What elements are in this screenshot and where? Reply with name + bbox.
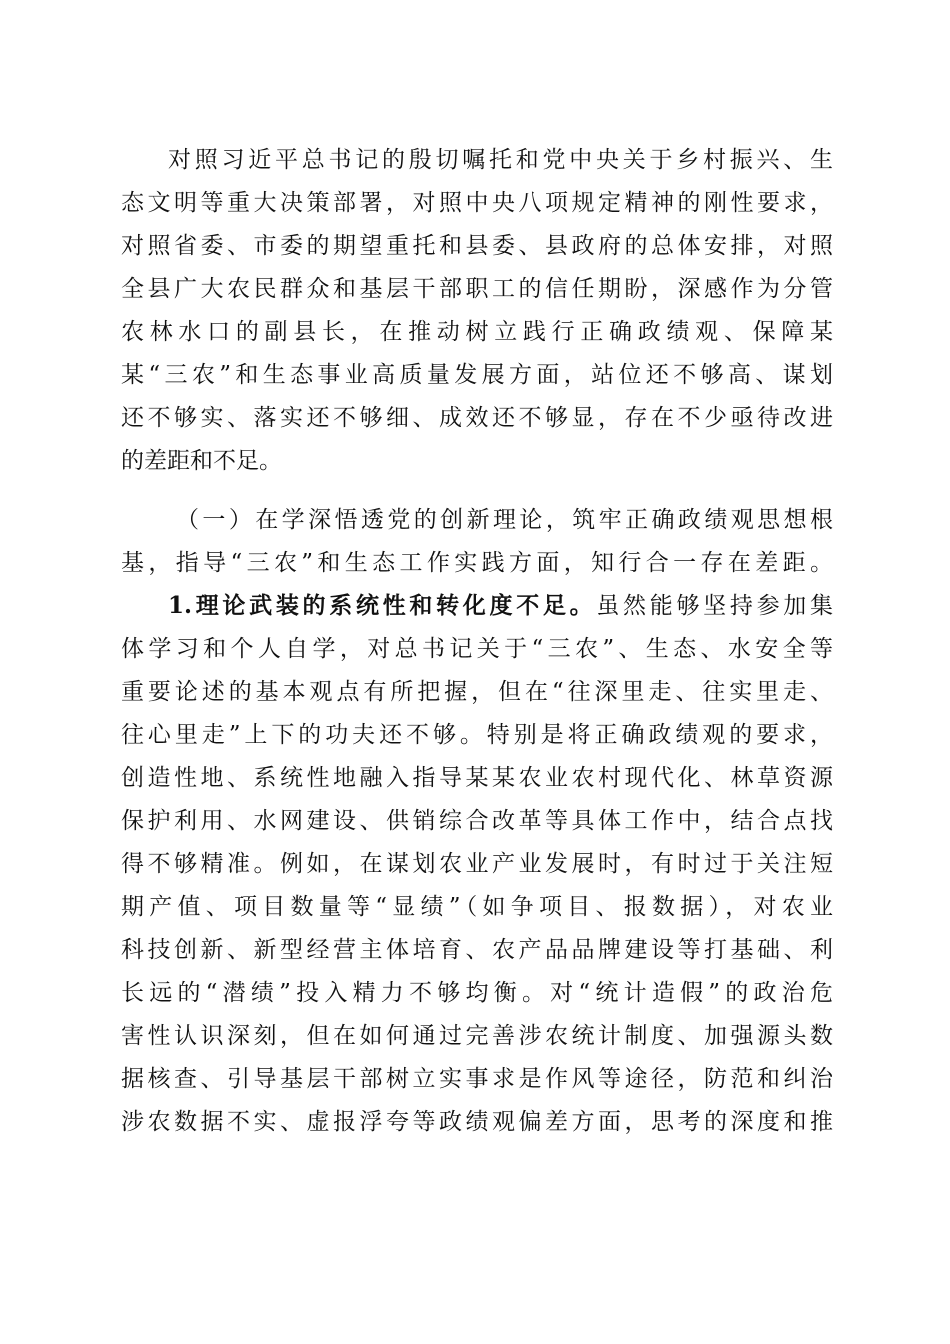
paragraph-3-line-12: 据核查、引导基层干部树立实事求是作风等途径，防范和纠治: [121, 1066, 833, 1092]
paragraph-1-line-8: 的差距和不足。: [121, 448, 282, 474]
paragraph-1-line-7: 还不够实、落实还不够细、成效还不够显，存在不少亟待改进: [121, 405, 833, 431]
section-heading-line-1: （一）在学深悟透党的创新理论，筑牢正确政绩观思想根: [176, 507, 833, 533]
paragraph-3-line-8: 期产值、项目数量等“显绩”（如争项目、报数据），对农业: [121, 894, 833, 920]
paragraph-3-line-11: 害性认识深刻，但在如何通过完善涉农统计制度、加强源头数: [121, 1023, 833, 1049]
paragraph-3-line-3: 重要论述的基本观点有所把握，但在“往深里走、往实里走、: [121, 679, 833, 705]
paragraph-3-line-13: 涉农数据不实、虚报浮夸等政绩观偏差方面，思考的深度和推: [121, 1109, 833, 1135]
paragraph-1-line-6: 某“三农”和生态事业高质量发展方面，站位还不够高、谋划: [121, 362, 833, 388]
paragraph-1-line-2: 态文明等重大决策部署，对照中央八项规定精神的刚性要求，: [121, 190, 833, 216]
paragraph-3-line-1-text: 虽然能够坚持参加集: [596, 593, 834, 619]
section-heading-line-2: 基，指导“三农”和生态工作实践方面，知行合一存在差距。: [121, 550, 833, 576]
paragraph-3-line-2: 体学习和个人自学，对总书记关于“三农”、生态、水安全等: [121, 636, 833, 662]
paragraph-1-line-4: 全县广大农民群众和基层干部职工的信任期盼，深感作为分管: [121, 276, 833, 302]
paragraph-3-line-9: 科技创新、新型经营主体培育、农产品品牌建设等打基础、利: [121, 937, 833, 963]
bold-subheading: 1.理论武装的系统性和转化度不足。: [168, 592, 597, 619]
paragraph-1-line-3: 对照省委、市委的期望重托和县委、县政府的总体安排，对照: [121, 233, 833, 259]
paragraph-3-line-1: [168, 586, 833, 626]
paragraph-1-line-5: 农林水口的副县长，在推动树立践行正确政绩观、保障某: [121, 319, 833, 345]
paragraph-1-line-1: 对照习近平总书记的殷切嘱托和党中央关于乡村振兴、生: [168, 147, 833, 173]
paragraph-3-line-5: 创造性地、系统性地融入指导某某农业农村现代化、林草资源: [121, 765, 833, 791]
paragraph-3-line-4: 往心里走”上下的功夫还不够。特别是将正确政绩观的要求，: [121, 722, 833, 748]
paragraph-3-line-7: 得不够精准。例如，在谋划农业产业发展时，有时过于关注短: [121, 851, 833, 877]
paragraph-3-line-6: 保护利用、水网建设、供销综合改革等具体工作中，结合点找: [121, 808, 833, 834]
paragraph-3-line-10: 长远的“潜绩”投入精力不够均衡。对“统计造假”的政治危: [121, 980, 833, 1006]
